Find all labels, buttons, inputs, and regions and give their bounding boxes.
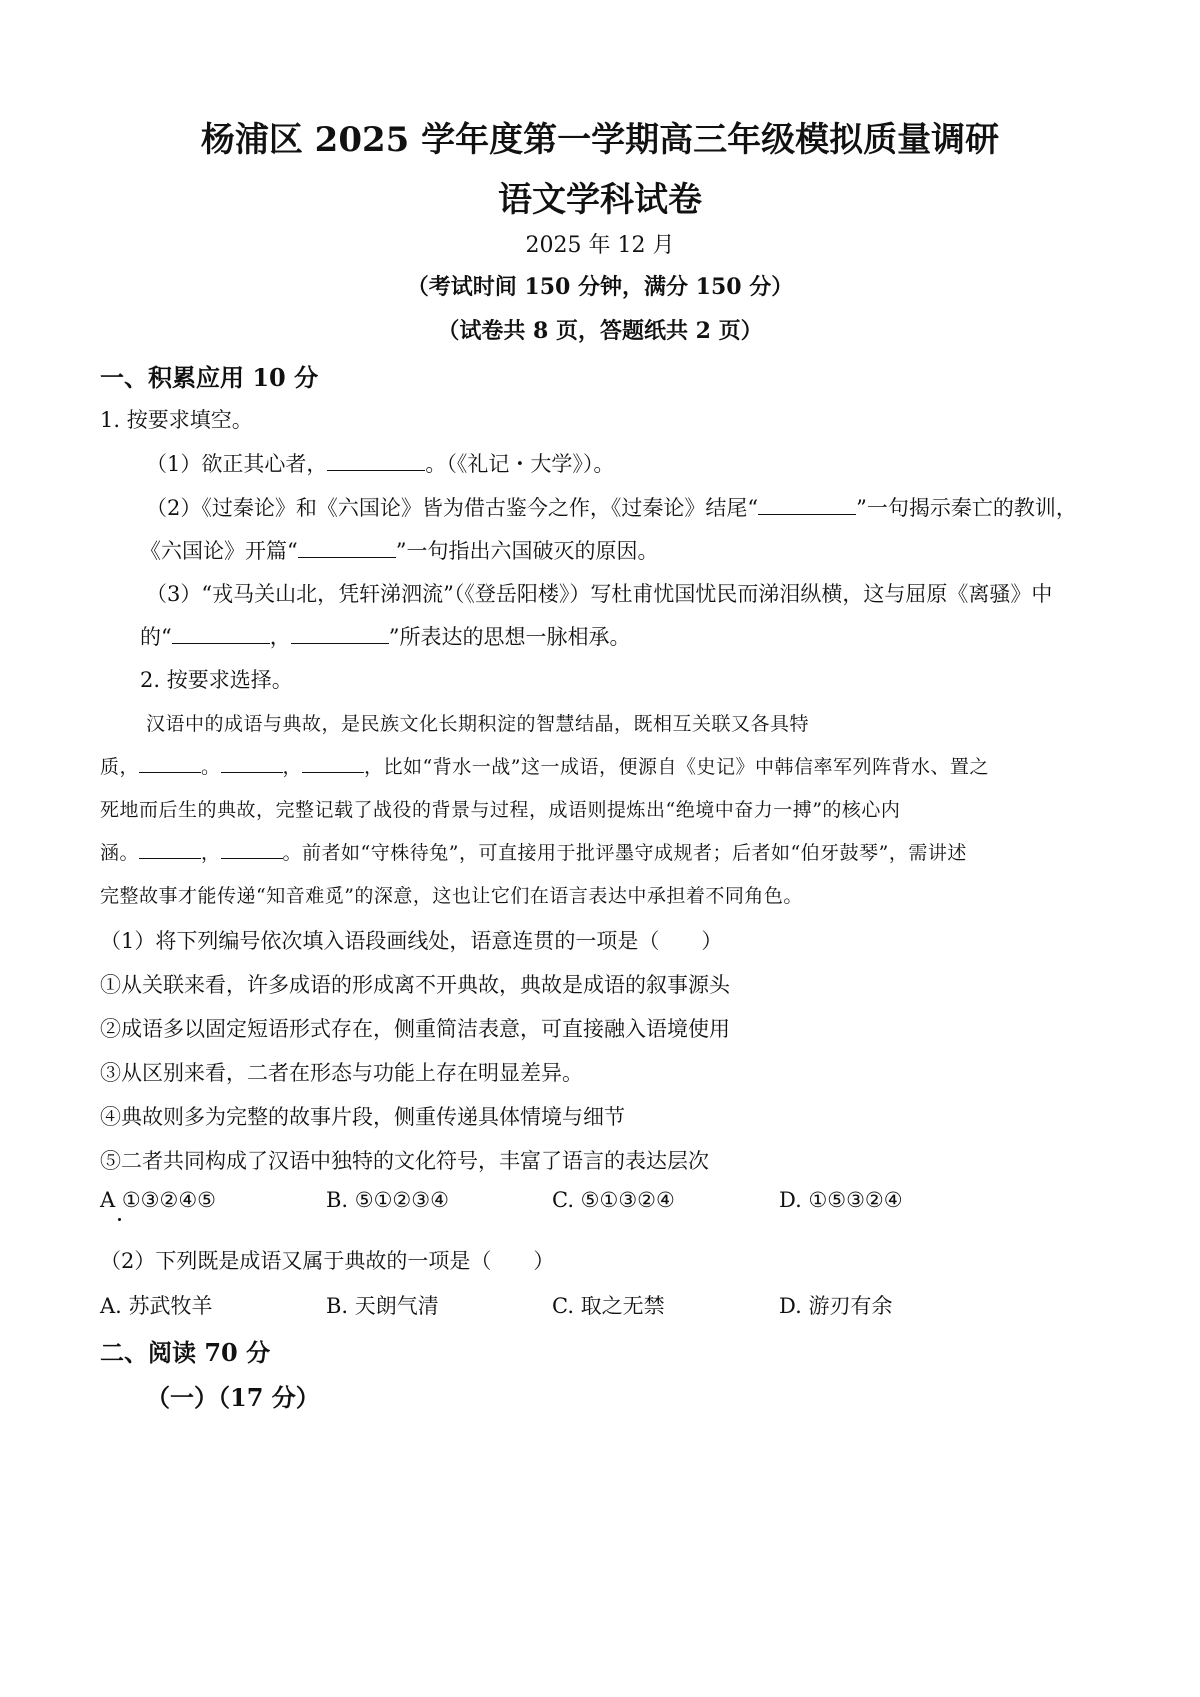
choice-c[interactable]: C. 取之无禁 [552,1294,665,1318]
q1-part2-text-d: ”一句指出六国破灭的原因。 [395,539,659,563]
q2-sub1-stem: （1）将下列编号依次填入语段画线处，语意连贯的一项是（ ） [100,929,723,953]
option-item: ③从区别来看，二者在形态与功能上存在明显差异。 [100,1061,583,1085]
choice-b[interactable]: B. 天朗气清 [326,1294,439,1318]
dot-mark [118,1218,121,1221]
reading-part-heading: （一）（17 分） [146,1383,320,1412]
q1-part1-text-a: （1）欲正其心者， [146,452,328,476]
passage-blank[interactable] [139,752,201,773]
exam-date: 2025 年 12 月 [525,233,675,258]
passage-blank[interactable] [302,752,364,773]
q1-part3-text-c: ， [269,625,291,649]
passage-text: 质， [100,756,140,778]
passage-blank[interactable] [221,838,283,859]
option-item: ①从关联来看，许多成语的形成离不开典故，典故是成语的叙事源头 [100,973,730,997]
q1-part2-line1 [146,492,1077,522]
q2-sub2-stem: （2）下列既是成语又属于典故的一项是（ ） [100,1249,555,1273]
answer-blank[interactable] [172,623,270,644]
passage-text: ， [201,842,221,864]
section-heading-2: 二、阅读 70 分 [100,1338,271,1367]
exam-pages-note: （试卷共 8 页，答题纸共 2 页） [437,318,763,344]
section-heading-1: 一、积累应用 10 分 [100,363,319,392]
passage-text: ，比如“背水一战”这一成语，便源自《史记》中韩信率军列阵背水、置之 [364,756,989,778]
passage-text: ， [282,756,303,778]
passage-text: 涵。 [100,842,140,864]
q1-part3-line1: （3）“戎马关山北，凭轩涕泗流”（《登岳阳楼》）写杜甫忧国忧民而涕泪纵横，这与屈原《离骚》中 [146,582,1053,606]
choice-a[interactable]: A ①③②④⑤ [100,1188,216,1212]
passage-line-1: 汉语中的成语与典故，是民族文化长期积淀的智慧结晶，既相互关联又各具特 [146,713,810,735]
q1-part1 [146,448,614,478]
passage-blank[interactable] [221,752,283,773]
q1-part2-text-a: （2）《过秦论》和《六国论》皆为借古鉴今之作，《过秦论》结尾“ [146,496,759,520]
passage-line-3: 死地而后生的典故，完整记载了战役的背景与过程，成语则提炼出“绝境中奋力一搏”的核心内 [100,799,901,821]
q2-stem: 2. 按要求选择。 [140,668,293,692]
answer-blank[interactable] [327,450,425,471]
q1-part3-line2 [140,621,631,651]
choice-c[interactable]: C. ⑤①③②④ [552,1188,675,1212]
q1-part2-line2 [140,535,659,565]
passage-line-5: 完整故事才能传递“知音难觅”的深意，这也让它们在语言表达中承担着不同角色。 [100,885,803,907]
passage-blank[interactable] [139,838,201,859]
answer-blank[interactable] [291,623,389,644]
choice-b[interactable]: B. ⑤①②③④ [326,1188,449,1212]
answer-blank[interactable] [298,537,396,558]
exam-subtitle: 语文学科试卷 [498,180,702,220]
option-item: ④典故则多为完整的故事片段，侧重传递具体情境与细节 [100,1105,625,1129]
passage-text: 。 [201,756,221,778]
choice-a[interactable]: A. 苏武牧羊 [100,1294,213,1318]
choice-d[interactable]: D. 游刃有余 [779,1294,893,1318]
option-item: ②成语多以固定短语形式存在，侧重简洁表意，可直接融入语境使用 [100,1017,730,1041]
option-item: ⑤二者共同构成了汉语中独特的文化符号，丰富了语言的表达层次 [100,1149,709,1173]
choice-d[interactable]: D. ①⑤③②④ [779,1188,903,1212]
answer-blank[interactable] [758,494,856,515]
q1-part2-text-b: ”一句揭示秦亡的教训， [856,496,1077,520]
q1-stem: 1. 按要求填空。 [100,408,253,432]
exam-time-note: （考试时间 150 分钟，满分 150 分） [406,274,794,300]
q1-part3-text-b: 的“ [140,625,172,649]
exam-title: 杨浦区 2025 学年度第一学期高三年级模拟质量调研 [200,120,1000,160]
passage-line-2 [100,752,989,779]
passage-text: 。前者如“守株待兔”，可直接用于批评墨守成规者；后者如“伯牙鼓琴”，需讲述 [282,842,967,864]
q1-part1-text-b: 。（《礼记・大学》）。 [425,452,615,476]
q1-part2-text-c: 《六国论》开篇“ [140,539,298,563]
passage-line-4 [100,838,967,865]
q1-part3-text-d: ”所表达的思想一脉相承。 [388,625,631,649]
